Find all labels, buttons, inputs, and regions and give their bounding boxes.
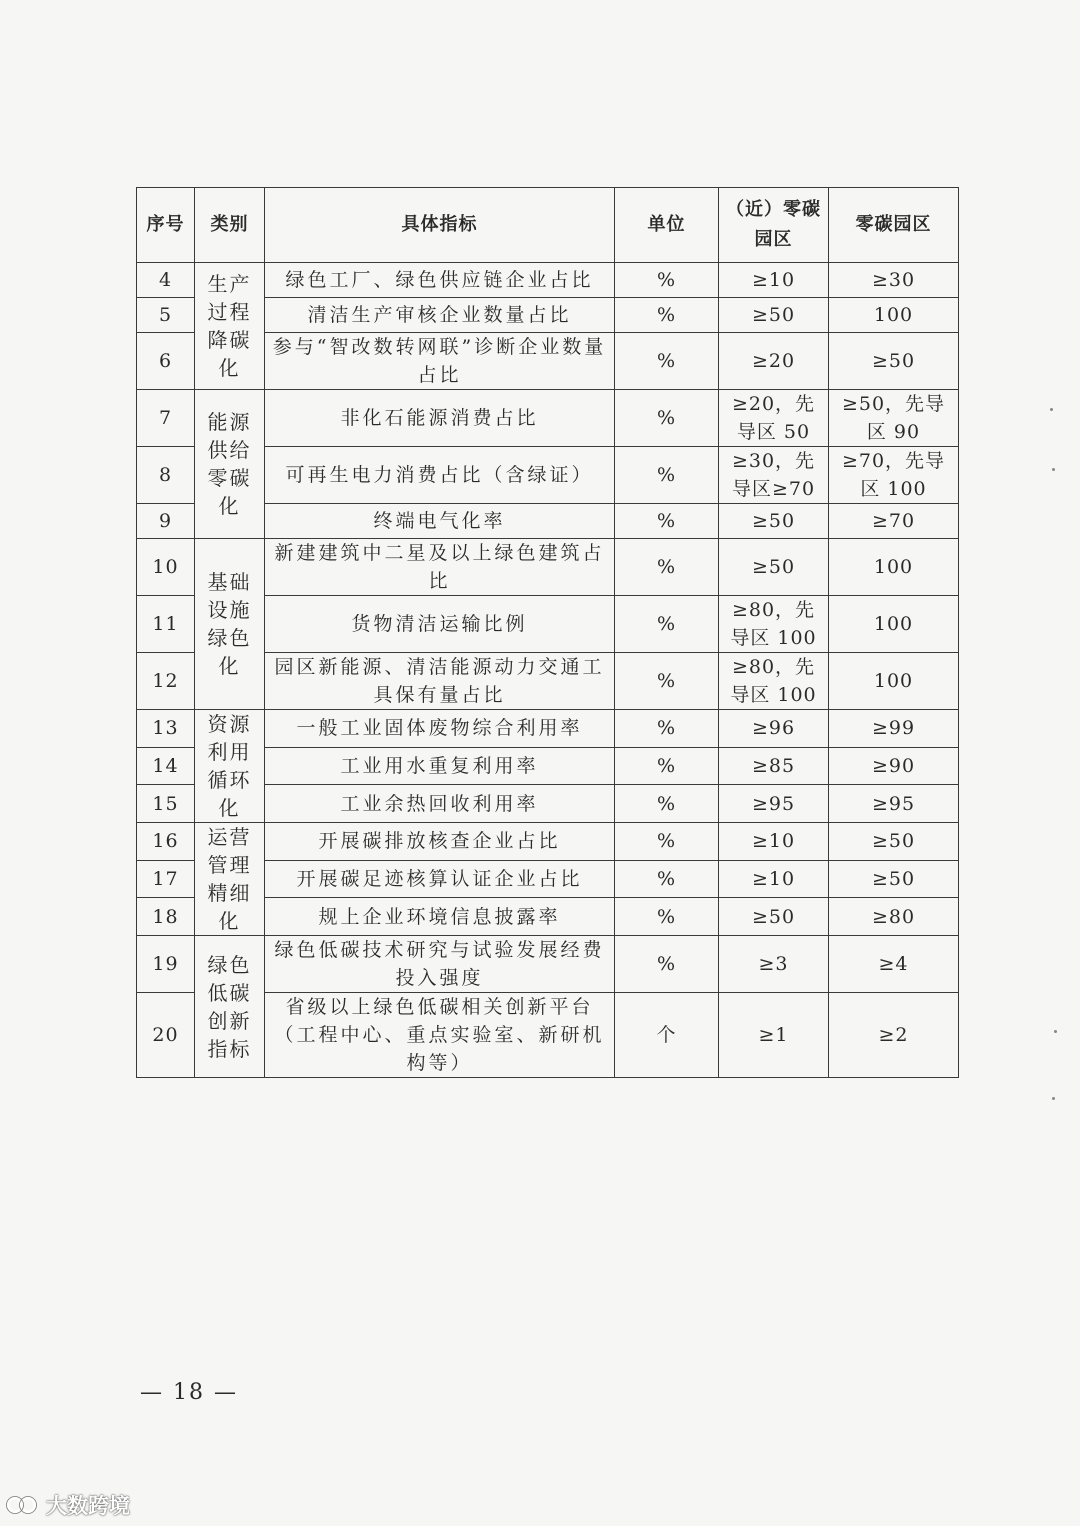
cell-near-zero: ≥20，先导区 50: [719, 390, 829, 447]
cell-zero: 100: [829, 298, 959, 333]
category-operation: 运营管理精细化: [195, 823, 265, 936]
cell-no: 10: [137, 539, 195, 596]
cell-unit: %: [615, 390, 719, 447]
cell-zero: 100: [829, 653, 959, 710]
cell-zero: ≥70: [829, 504, 959, 539]
cell-indicator: 工业用水重复利用率: [265, 747, 615, 785]
cell-indicator: 省级以上绿色低碳相关创新平台（工程中心、重点实验室、新研机构等）: [265, 993, 615, 1078]
watermark-logo-icon: [6, 1492, 42, 1518]
cell-zero: ≥99: [829, 710, 959, 748]
cell-indicator: 绿色低碳技术研究与试验发展经费投入强度: [265, 936, 615, 993]
cell-zero: ≥90: [829, 747, 959, 785]
cell-no: 17: [137, 860, 195, 898]
table-row: [137, 390, 959, 447]
cell-unit: %: [615, 936, 719, 993]
page-number: — 18 —: [140, 1380, 238, 1405]
cell-unit: %: [615, 747, 719, 785]
cell-near-zero: ≥80，先导区 100: [719, 653, 829, 710]
cell-no: 15: [137, 785, 195, 823]
cell-unit: %: [615, 653, 719, 710]
cell-no: 8: [137, 447, 195, 504]
cell-zero: ≥50: [829, 823, 959, 861]
cell-near-zero: ≥80，先导区 100: [719, 596, 829, 653]
cell-unit: %: [615, 504, 719, 539]
category-energy: 能源供给零碳化: [195, 390, 265, 539]
cell-near-zero: ≥50: [719, 298, 829, 333]
cell-unit: %: [615, 447, 719, 504]
cell-near-zero: ≥85: [719, 747, 829, 785]
cell-zero: ≥4: [829, 936, 959, 993]
cell-near-zero: ≥3: [719, 936, 829, 993]
cell-indicator: 终端电气化率: [265, 504, 615, 539]
cell-indicator: 可再生电力消费占比（含绿证）: [265, 447, 615, 504]
cell-near-zero: ≥1: [719, 993, 829, 1078]
cell-near-zero: ≥50: [719, 898, 829, 936]
cell-unit: %: [615, 785, 719, 823]
cell-zero: ≥70，先导区 100: [829, 447, 959, 504]
cell-no: 4: [137, 263, 195, 298]
category-production: 生产过程降碳化: [195, 263, 265, 390]
watermark-text: 大数跨境: [46, 1494, 130, 1518]
cell-near-zero: ≥10: [719, 263, 829, 298]
cell-near-zero: ≥95: [719, 785, 829, 823]
cell-indicator: 新建建筑中二星及以上绿色建筑占比: [265, 539, 615, 596]
cell-indicator: 开展碳排放核查企业占比: [265, 823, 615, 861]
cell-near-zero: ≥20: [719, 333, 829, 390]
cell-no: 9: [137, 504, 195, 539]
cell-unit: 个: [615, 993, 719, 1078]
cell-indicator: 园区新能源、清洁能源动力交通工具保有量占比: [265, 653, 615, 710]
table-row: [137, 823, 959, 861]
cell-unit: %: [615, 860, 719, 898]
cell-zero: ≥30: [829, 263, 959, 298]
cell-zero: 100: [829, 539, 959, 596]
table-row: [137, 539, 959, 596]
header-zero: 零碳园区: [829, 188, 959, 263]
cell-unit: %: [615, 333, 719, 390]
cell-indicator: 非化石能源消费占比: [265, 390, 615, 447]
cell-indicator: 规上企业环境信息披露率: [265, 898, 615, 936]
cell-zero: ≥50: [829, 860, 959, 898]
cell-indicator: 绿色工厂、绿色供应链企业占比: [265, 263, 615, 298]
cell-zero: ≥80: [829, 898, 959, 936]
cell-indicator: 开展碳足迹核算认证企业占比: [265, 860, 615, 898]
cell-zero: ≥95: [829, 785, 959, 823]
cell-no: 6: [137, 333, 195, 390]
cell-unit: %: [615, 298, 719, 333]
indicator-table: [136, 187, 959, 1078]
category-resource: 资源利用循环化: [195, 710, 265, 823]
table-row: [137, 263, 959, 298]
table-row: [137, 710, 959, 748]
cell-near-zero: ≥30，先导区≥70: [719, 447, 829, 504]
cell-zero: ≥2: [829, 993, 959, 1078]
cell-no: 19: [137, 936, 195, 993]
cell-zero: ≥50，先导区 90: [829, 390, 959, 447]
header-unit: 单位: [615, 188, 719, 263]
cell-near-zero: ≥50: [719, 504, 829, 539]
cell-no: 18: [137, 898, 195, 936]
cell-indicator: 清洁生产审核企业数量占比: [265, 298, 615, 333]
cell-no: 5: [137, 298, 195, 333]
cell-no: 16: [137, 823, 195, 861]
cell-unit: %: [615, 263, 719, 298]
category-innovation: 绿色低碳创新指标: [195, 936, 265, 1078]
cell-zero: 100: [829, 596, 959, 653]
table-header-row: [137, 188, 959, 263]
cell-indicator: 货物清洁运输比例: [265, 596, 615, 653]
cell-no: 7: [137, 390, 195, 447]
cell-unit: %: [615, 596, 719, 653]
category-infrastructure: 基础设施绿色化: [195, 539, 265, 710]
cell-unit: %: [615, 539, 719, 596]
cell-no: 11: [137, 596, 195, 653]
cell-indicator: 参与“智改数转网联”诊断企业数量占比: [265, 333, 615, 390]
cell-unit: %: [615, 823, 719, 861]
cell-unit: %: [615, 898, 719, 936]
cell-unit: %: [615, 710, 719, 748]
cell-no: 20: [137, 993, 195, 1078]
cell-no: 12: [137, 653, 195, 710]
watermark: [6, 1488, 156, 1522]
cell-near-zero: ≥10: [719, 860, 829, 898]
cell-near-zero: ≥96: [719, 710, 829, 748]
cell-indicator: 一般工业固体废物综合利用率: [265, 710, 615, 748]
cell-near-zero: ≥50: [719, 539, 829, 596]
cell-near-zero: ≥10: [719, 823, 829, 861]
header-category: 类别: [195, 188, 265, 263]
cell-no: 13: [137, 710, 195, 748]
header-no: 序号: [137, 188, 195, 263]
cell-zero: ≥50: [829, 333, 959, 390]
cell-indicator: 工业余热回收利用率: [265, 785, 615, 823]
header-near-zero: （近）零碳园区: [719, 188, 829, 263]
table-row: [137, 936, 959, 993]
cell-no: 14: [137, 747, 195, 785]
header-indicator: 具体指标: [265, 188, 615, 263]
